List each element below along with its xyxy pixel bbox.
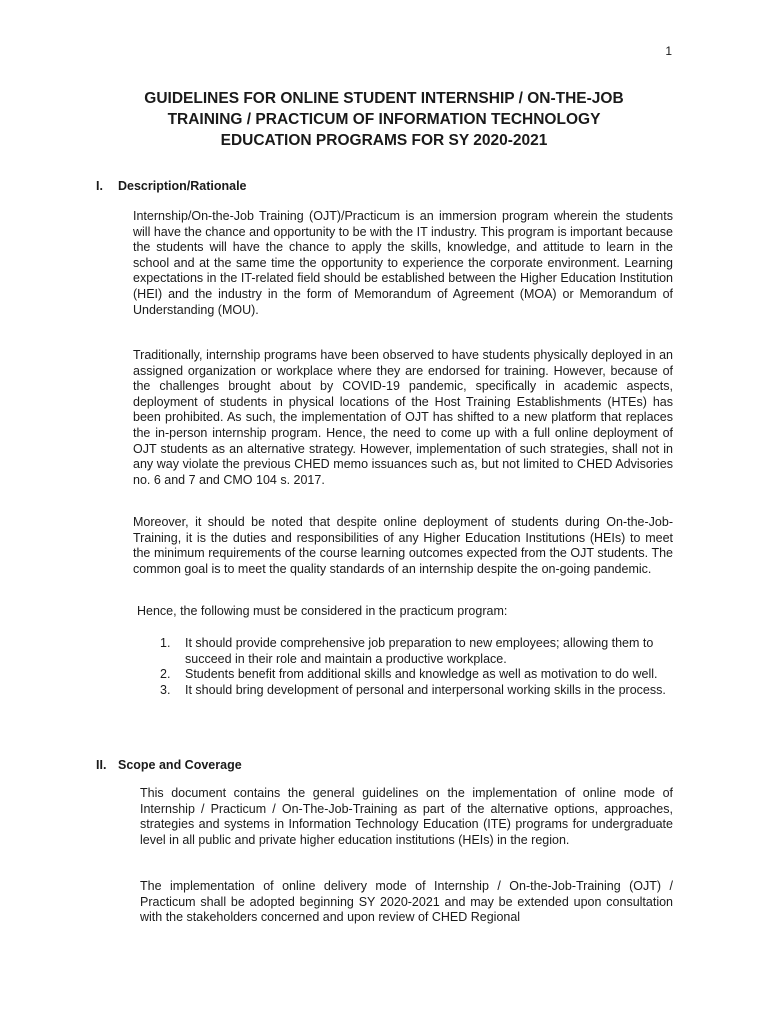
section-1-paragraph-3: Moreover, it should be noted that despite online deployment of students during On-the-Job-Training, it is the duties and responsibilities of any Higher Education Institutions (HEIs) to meet the minimum requirements of the course learning outcomes expected from the OJT students. The common goal is to meet the quality standards of an internship despite the on-going pandemic. — [133, 515, 673, 576]
list-item — [160, 667, 673, 683]
list-item-number: 3. — [160, 682, 171, 697]
section-1-number: I. — [96, 179, 103, 193]
section-2-title: Scope and Coverage — [118, 758, 242, 772]
list-item-text: It should provide comprehensive job preparation to new employees; allowing them to succeed in their role and maintain a productive workplace. — [185, 636, 654, 666]
list-item — [160, 683, 673, 699]
list-item-text: It should bring development of personal and interpersonal working skills in the process. — [185, 682, 666, 697]
list-item-text: Students benefit from additional skills and knowledge as well as motivation to do well. — [185, 667, 658, 682]
section-2-paragraph-1: This document contains the general guidelines on the implementation of online mode of Internship / Practicum / On-The-Job-Training as part of the alternative options, approaches, strategies and systems in Information Technology Education (ITE) programs for undergraduate level in all public and private higher education institutions (HEIs) in the region. — [140, 786, 673, 847]
list-item-number: 2. — [160, 667, 171, 682]
list-item — [160, 636, 673, 667]
practicum-considerations-list — [160, 636, 673, 698]
page-number: 1 — [665, 44, 672, 58]
document-title: GUIDELINES FOR ONLINE STUDENT INTERNSHIP / ON-THE-JOB TRAINING / PRACTICUM OF INFORMATION TECHNOLOGY EDUCATION PROGRAMS FOR SY 2020-2021 — [144, 90, 624, 149]
section-2-paragraph-2: The implementation of online delivery mode of Internship / On-the-Job-Training (OJT) / Practicum shall be adopted beginning SY 2020-2021 and may be extended upon consultation with the stakeholders concerned and upon review of CHED Regional — [140, 879, 673, 925]
section-1-paragraph-2: Traditionally, internship programs have been observed to have students physically deployed in an assigned organization or workplace where they are endorsed for training. However, because of the challenges brought about by COVID-19 pandemic, specifically in academic aspects, deployment of students in physical locations of the Host Training Establishments (HTEs) has been prohibited. As such, the implementation of OJT has shifted to a new platform that replaces the in-person internship program. Hence, the need to come up with a full online deployment of OJT students as an alternative strategy. However, implementation of such strategies, shall not in any way violate the previous CHED memo issuances such as, but not limited to CHED Advisories no. 6 and 7 and CMO 104 s. 2017. — [133, 348, 673, 487]
section-2-heading — [96, 758, 242, 772]
list-item-number: 1. — [160, 636, 171, 650]
section-1-heading — [96, 179, 247, 193]
section-1-paragraph-1: Internship/On-the-Job Training (OJT)/Practicum is an immersion program wherein the students will have the chance and opportunity to be with the IT industry. This program is important because the students will have the chance to apply the skills, knowledge, and attitude to learn in the school and at the same time the opportunity to experience the corporate environment. Learning expectations in the IT-related field should be established between the Higher Education Institution (HEI) and the industry in the form of Memorandum of Agreement (MOA) or Memorandum of Understanding (MOU). — [133, 209, 673, 317]
section-2-number: II. — [96, 758, 107, 772]
section-1-title: Description/Rationale — [118, 179, 247, 193]
practicum-intro: Hence, the following must be considered in the practicum program: — [137, 604, 508, 618]
